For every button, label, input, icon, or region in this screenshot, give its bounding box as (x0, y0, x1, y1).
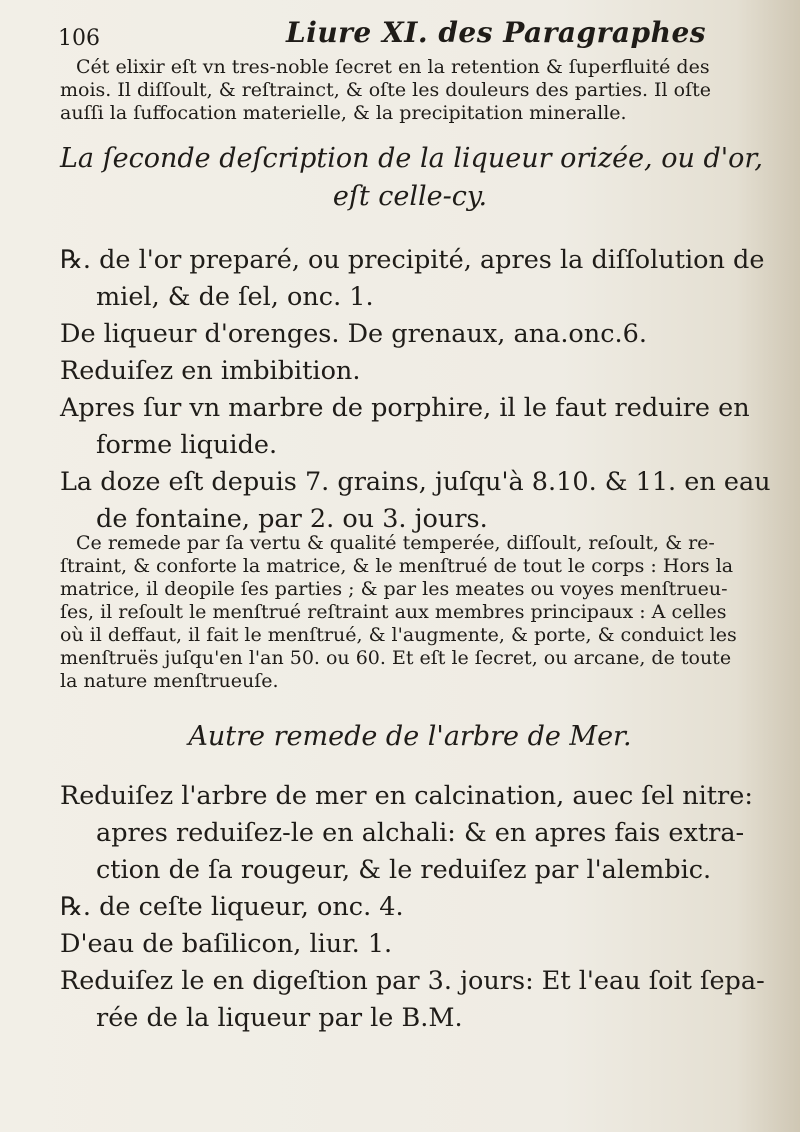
text-line: matrice, il deopile ſes parties ; & par les meates ou voyes menſtrueu- (60, 578, 728, 600)
section-heading (60, 140, 763, 216)
text-line: menſtruës juſqu'en l'an 50. ou 60. Et eſt le ſecret, ou arcane, de toute (60, 647, 732, 669)
text-line: la nature menſtrueuſe. (60, 670, 279, 692)
text-line: auſſi la ſuffocation materielle, & la precipitation mineralle. (60, 102, 627, 124)
text-line: Reduiſez en imbibition. (60, 356, 361, 386)
text-line: Reduiſez le en digeſtion par 3. jours: Et l'eau ſoit ſepa- (60, 966, 765, 996)
text-line: Reduiſez l'arbre de mer en calcination, auec ſel nitre: (60, 781, 753, 811)
text-line: miel, & de ſel, onc. 1. (96, 282, 374, 312)
text-line: où il deffaut, il fait le menſtrué, & l'augmente, & porte, & conduict les (60, 624, 737, 646)
text-line: ℞. de ceſte liqueur, onc. 4. (60, 892, 404, 922)
note-paragraph (60, 532, 760, 693)
text-line: ſtraint, & conforte la matrice, & le menſtrué de tout le corps : Hors la (60, 555, 734, 577)
heading-line: Autre remede de l'arbre de Mer. (188, 721, 632, 752)
heading-line: eſt celle-cy. (332, 181, 488, 212)
running-head: Liure XI. des Paragraphes (286, 16, 707, 49)
heading-line: La ſeconde deſcription de la liqueur orizée, ou d'or, (60, 143, 763, 174)
text-line: de fontaine, par 2. ou 3. jours. (96, 504, 488, 534)
text-line: De liqueur d'orenges. De grenaux, ana.onc.6. (60, 319, 647, 349)
text-line: mois. Il diſſoult, & reſtrainct, & oſte les douleurs des parties. Il oſte (60, 79, 712, 101)
text-line: rée de la liqueur par le B.M. (96, 1003, 463, 1033)
text-line: apres reduiſez-le en alchali: & en apres fais extra- (96, 818, 745, 848)
text-line: ction de ſa rougeur, & le reduiſez par l'alembic. (96, 855, 712, 885)
page-number: 106 (58, 26, 100, 51)
remedy-paragraph (60, 778, 765, 1037)
text-line: Ce remede par ſa vertu & qualité temperée, diſſoult, reſoult, & re- (76, 532, 715, 554)
text-line: ℞. de l'or preparé, ou precipité, apres la diſſolution de (60, 245, 765, 275)
text-line: Apres ſur vn marbre de porphire, il le faut reduire en (60, 393, 750, 423)
text-line: forme liquide. (96, 430, 278, 460)
recipe-paragraph (60, 242, 771, 538)
text-line: ſes, il reſoult le menſtrué reſtraint aux membres principaux : A celles (60, 601, 727, 623)
text-line: La doze eſt depuis 7. grains, juſqu'à 8.10. & 11. en eau (60, 467, 771, 497)
page-header (58, 16, 758, 52)
intro-paragraph (60, 56, 760, 125)
section-heading (60, 718, 760, 756)
text-line: D'eau de baſilicon, liur. 1. (60, 929, 393, 959)
text-line: Cét elixir eſt vn tres-noble ſecret en la retention & ſuperfluité des (76, 56, 710, 78)
